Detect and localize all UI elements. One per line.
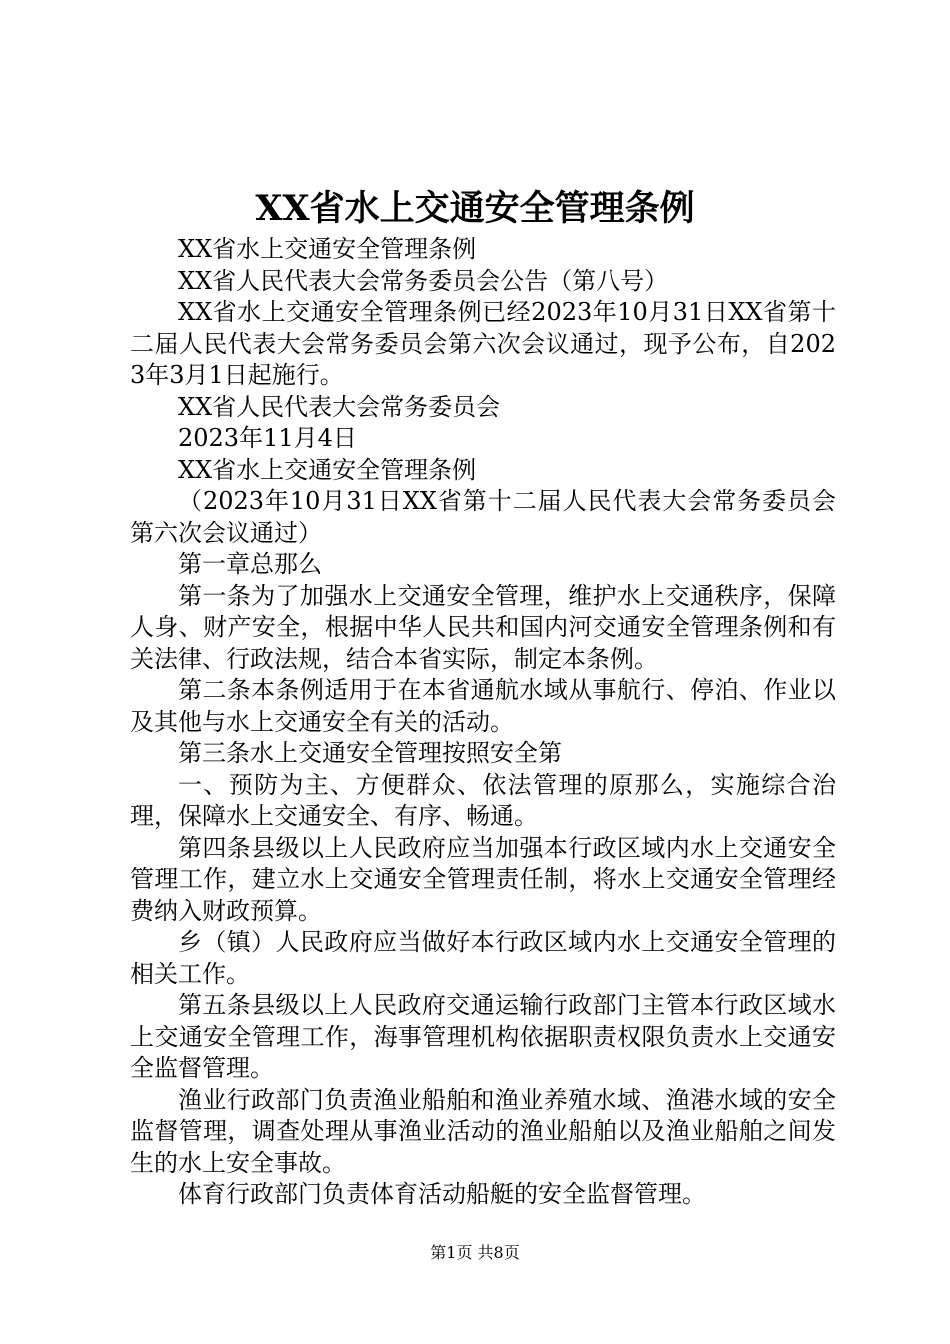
paragraph: 第三条水上交通安全管理按照安全第	[178, 739, 562, 767]
paragraph: 乡（镇）人民政府应当做好本行政区域内水上交通安全管理的相关工作。	[130, 928, 836, 988]
document-body	[130, 234, 836, 1211]
paragraph: 一、预防为主、方便群众、依法管理的原那么，实施综合治理，保障水上交通安全、有序、畅通。	[130, 770, 836, 830]
paragraph: 2023年11月4日	[178, 424, 357, 452]
paragraph: XX省人民代表大会常务委员会	[178, 392, 501, 421]
paragraph: 第一条为了加强水上交通安全管理，维护水上交通秩序，保障人身、财产安全，根据中华人民共和国内河交通安全管理条例和有关法律、行政法规，结合本省实际，制定本条例。	[130, 581, 836, 673]
paragraph: XX省水上交通安全管理条例	[178, 455, 477, 484]
paragraph: 第二条本条例适用于在本省通航水域从事航行、停泊、作业以及其他与水上交通安全有关的活动。	[130, 676, 836, 736]
page-number-footer: 第1页 共8页	[430, 1243, 520, 1262]
document-title: XX省水上交通安全管理条例	[255, 188, 695, 229]
paragraph: （2023年10月31日XX省第十二届人民代表大会常务委员会第六次会议通过）	[130, 487, 836, 547]
paragraph: XX省人民代表大会常务委员会公告（第八号）	[178, 266, 669, 295]
paragraph: 渔业行政部门负责渔业船舶和渔业养殖水域、渔港水域的安全监督管理，调查处理从事渔业活动的渔业船舶以及渔业船舶之间发生的水上安全事故。	[130, 1085, 836, 1177]
paragraph: 第五条县级以上人民政府交通运输行政部门主管本行政区域水上交通安全管理工作，海事管理机构依据职责权限负责水上交通安全监督管理。	[130, 991, 836, 1082]
paragraph: XX省水上交通安全管理条例已经2023年10月31日XX省第十二届人民代表大会常务委员会第六次会议通过，现予公布，自2023年3月1日起施行。	[130, 298, 836, 389]
paragraph: 体育行政部门负责体育活动船艇的安全监督管理。	[178, 1180, 706, 1208]
paragraph: XX省水上交通安全管理条例	[178, 235, 477, 263]
paragraph: 第一章总那么	[178, 550, 322, 578]
paragraph: 第四条县级以上人民政府应当加强本行政区域内水上交通安全管理工作，建立水上交通安全管理责任制，将水上交通安全管理经费纳入财政预算。	[130, 833, 836, 925]
